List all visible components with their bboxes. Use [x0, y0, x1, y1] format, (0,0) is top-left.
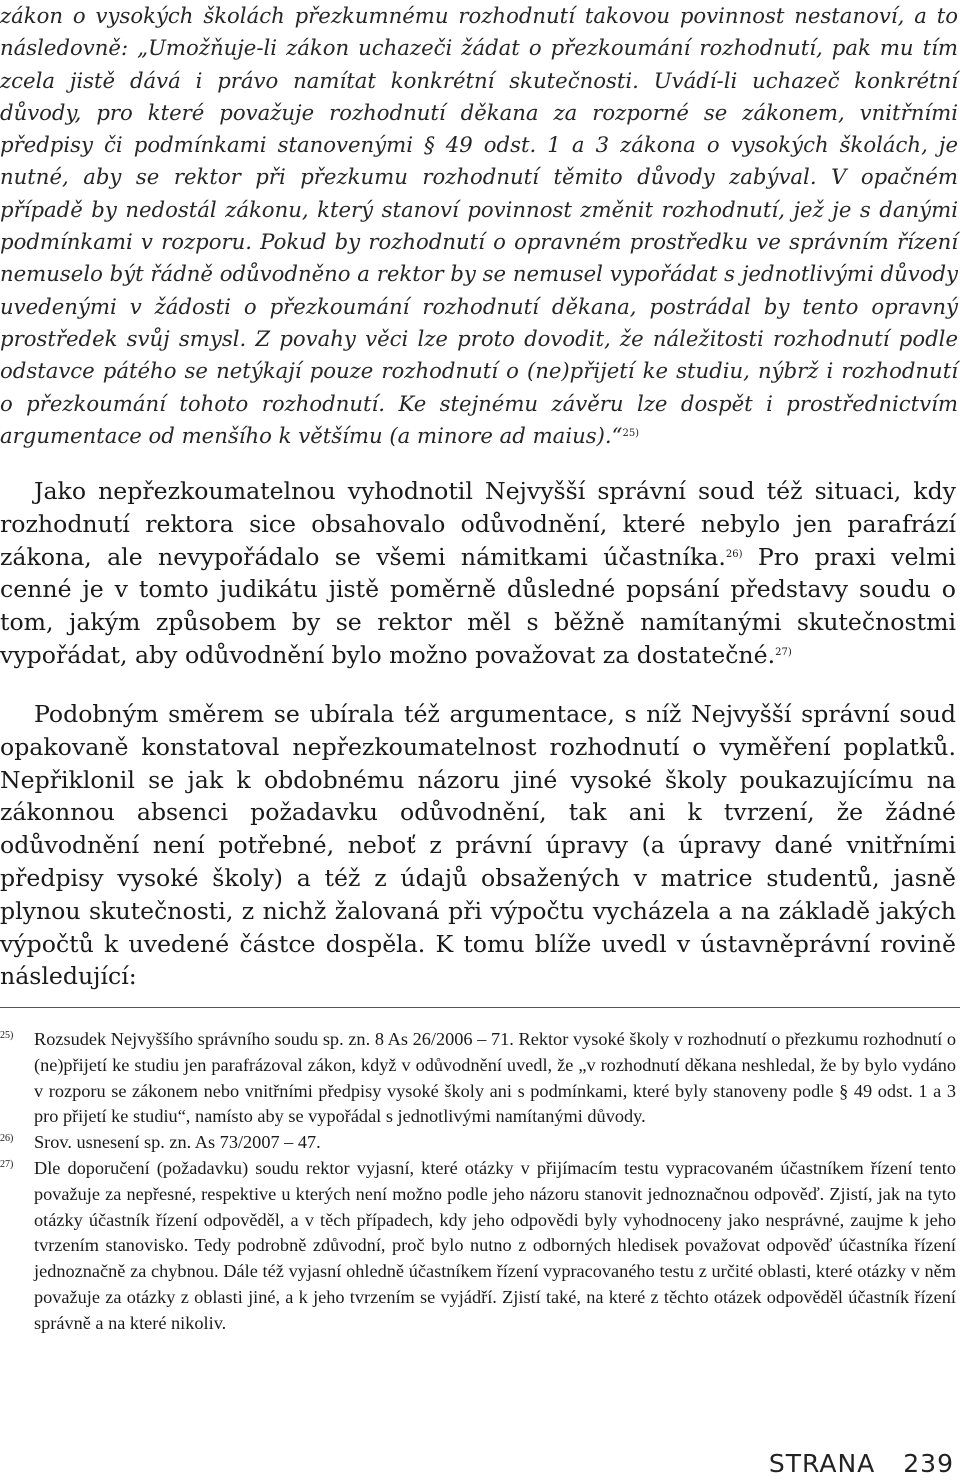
footnote-number: 25) — [0, 1030, 14, 1041]
page-footer — [769, 1449, 954, 1478]
paragraph-1-text-a: Jako nepřezkoumatelnou vyhodnotil Nejvyšší správní soud též situaci, kdy rozhodnutí rektora sice obsahovalo odůvodnění, které nebylo jen parafrází zákona, ale nevypořádalo se všemi námitkami účastníka. — [0, 477, 956, 571]
footnote-ref-27[interactable]: 27) — [775, 646, 792, 658]
footnotes — [0, 1027, 956, 1337]
footnote-number: 26) — [0, 1133, 14, 1145]
footnote-number: 27) — [0, 1158, 14, 1170]
footnote-divider — [0, 1007, 960, 1008]
paragraph-1-text-b: Pro praxi velmi cenné je v tomto judikátu jistě poměrně důsledné popsání představy soudu o tom, jakým způsobem by se rektor měl s běžně namítanými skutečnostmi vypořádat, aby odůvodnění bylo možno považovat za dostatečné. — [0, 542, 956, 669]
footnote-text: Rozsudek Nejvyššího správního soudu sp. zn. 8 As 26/2006 – 71. Rektor vysoké školy v rozhodnutí o přezkumu rozhodnutí o (ne)přijetí ke studiu jen parafrázoval zákon, když v odůvodnění uvedl, že „v rozhodnutí děkana neshledal, že by bylo vydáno v rozporu se zákonem nebo vnitřními předpisy vysoké školy ani s podmínkami, které byly stanoveny podle § 49 odst. 1 a 3 pro přijetí ke studiu“, namísto aby se vypořádal s jednotlivými namítanými důvody. — [34, 1029, 956, 1127]
footnote-text: Dle doporučení (požadavku) soudu rektor vyjasní, které otázky v přijímacím testu vypracovaném účastníkem řízení tento považuje za nepřesné, respektive u kterých není možno podle jeho názoru stanovit jednoznačnou odpověď. Zjistí, jak na tyto otázky účastník řízení odpověděl, a v těch případech, kdy jeho odpovědi byly vyhodnoceny jako nesprávné, zaujme k jeho tvrzením stanovisko. Tedy podrobně zdůvodní, proč bylo nutno z odborných hledisek považovat odpověď účastníka řízení jednoznačně za chybnou. Dále též vyjasní ohledně účastníkem řízení vypracovaného testu z určité oblasti, které otázky v něm považuje za otázky z oblasti jiné, a k jeho tvrzením se vyjádří. Zjistí také, na které z těchto otázek odpověděl účastník řízení správně a na které nikoliv. — [34, 1157, 956, 1333]
page-label: STRANA — [768, 1449, 876, 1478]
quote-text: zákon o vysokých školách přezkumnému rozhodnutí takovou povinnost nestanoví, a to následovně: „Umožňuje-li zákon uchazeči žádat o přezkoumání rozhodnutí, pak mu tím zcela jistě dává i právo namítat konkrétní skutečnosti. Uvádí-li uchazeč konkrétní důvody, pro které považuje rozhodnutí děkana za rozporné se zákonem, vnitřními předpisy či podmínkami stanovenými § 49 odst. 1 a 3 zákona o vysokých školách, je nutné, aby se rektor při přezkumu rozhodnutí těmito důvody zabýval. V opačném případě by nedostál zákonu, který stanoví povinnost změnit rozhodnutí, jež je s danými podmínkami v rozporu. Pokud by rozhodnutí o opravném prostředku ve správním řízení nemuselo být řádně odůvodněno a rektor by se nemusel vypořádat s jednotlivými důvody uvedenými v žádosti o přezkoumání rozhodnutí děkana, postrádal by tento opravný prostředek svůj smysl. Z povahy věci lze proto dovodit, že náležitosti rozhodnutí podle odstavce pátého se netýkají pouze rozhodnutí o (ne)přijetí ke studiu, nýbrž i rozhodnutí o přezkoumání tohoto rozhodnutí. Ke stejnému závěru lze dospět i prostřednictvím argumentace od menšího k většímu (a minore ad maius).“ — [0, 3, 958, 448]
footnote-27 — [0, 1156, 956, 1337]
paragraph-2-text: Podobným směrem se ubírala též argumentace, s níž Nejvyšší správní soud opakovaně konstatoval nepřezkoumatelnost rozhodnutí o vyměření poplatků. Nepřiklonil se jak k obdobnému názoru jiné vysoké školy poukazujícímu na zákonnou absenci požadavku odůvodnění, tak ani k tvrzení, že žádné odůvodnění není potřebné, neboť z právní úpravy (a úpravy dané vnitřními předpisy vysoké školy) a též z údajů obsažených v matrice studentů, jasně plynou skutečnosti, z nichž žalovaná při výpočtu vycházela a na základě jakých výpočtů k uvedené částce dospěla. K tomu blíže uvedl v ústavněprávní rovině následující: — [0, 700, 956, 991]
footnote-ref-26[interactable]: 26) — [725, 548, 743, 560]
body-paragraph-1 — [0, 475, 956, 672]
body-paragraph-2 — [0, 698, 956, 993]
footnote-text: Srov. usnesení sp. zn. As 73/2007 – 47. — [34, 1132, 321, 1153]
page-number: 239 — [903, 1449, 954, 1478]
footnote-25 — [0, 1027, 956, 1130]
quoted-court-text — [0, 0, 958, 452]
footnote-ref-25[interactable]: 25) — [622, 427, 640, 439]
footnote-26 — [0, 1130, 956, 1156]
